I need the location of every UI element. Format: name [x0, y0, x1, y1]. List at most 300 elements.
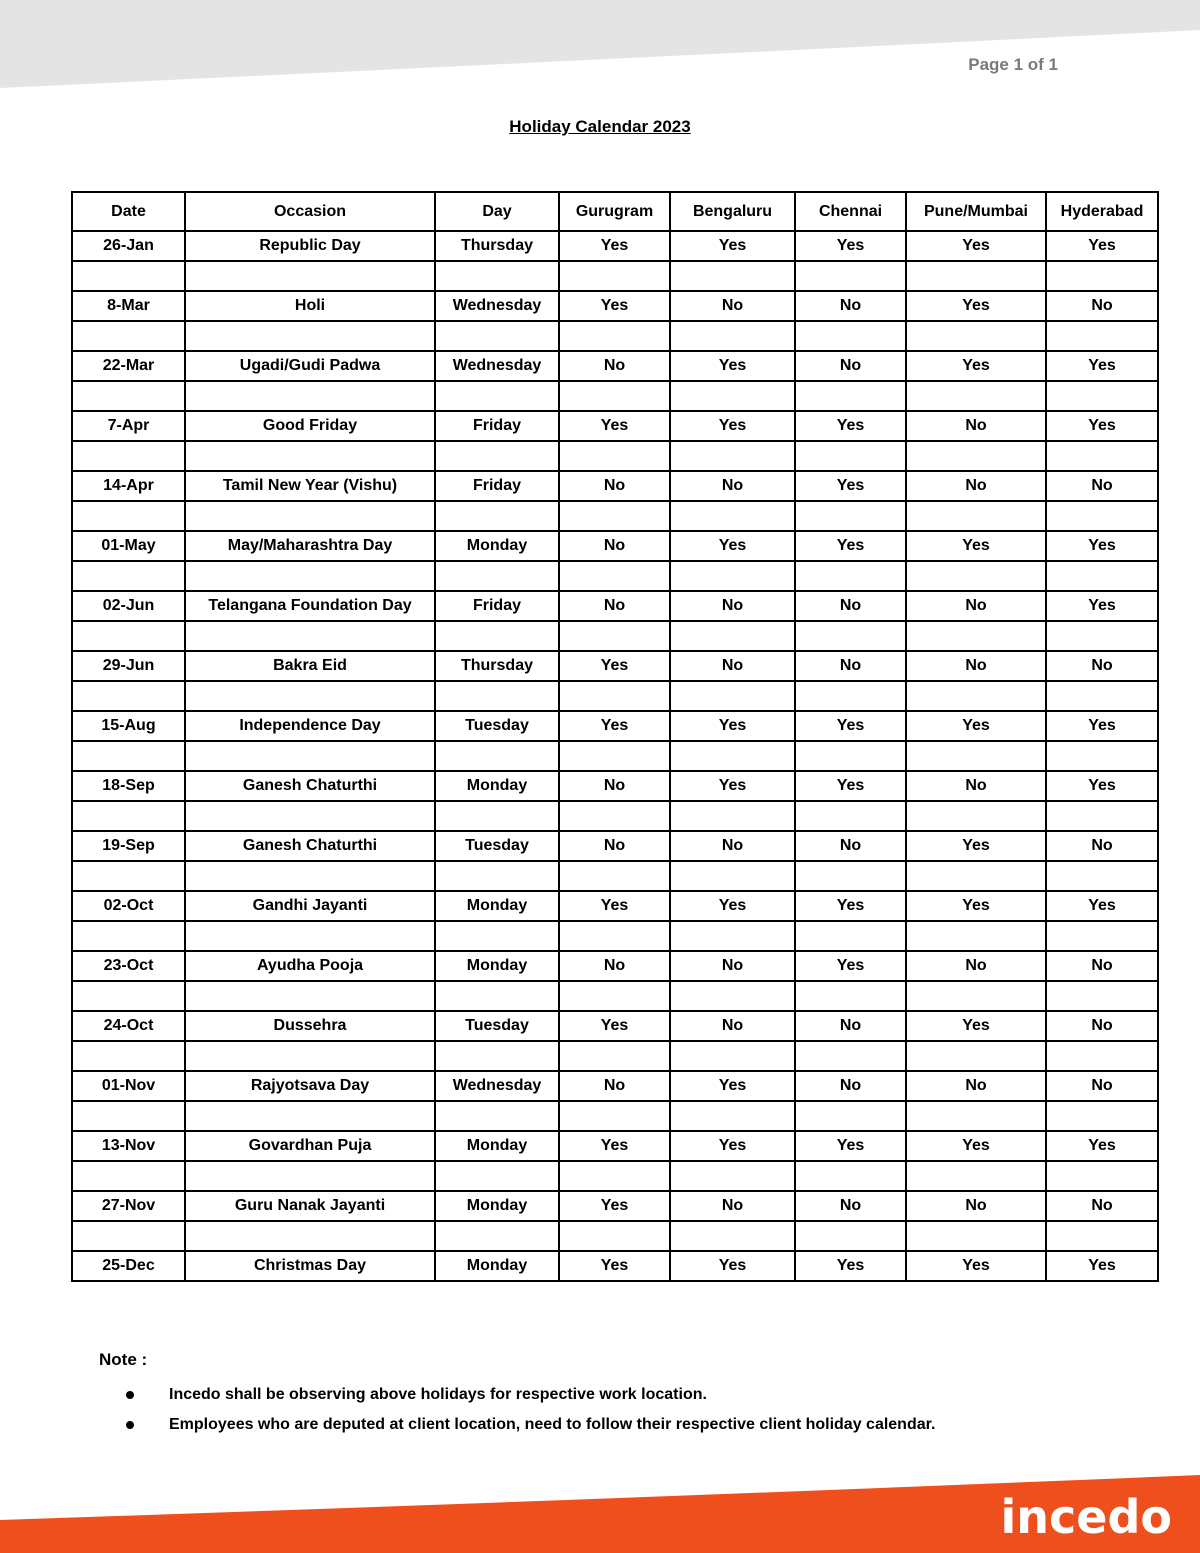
empty-cell	[435, 741, 559, 771]
cell-gurugram: Yes	[559, 651, 670, 681]
cell-gurugram: No	[559, 831, 670, 861]
cell-chennai: No	[795, 831, 906, 861]
cell-chennai: No	[795, 291, 906, 321]
empty-cell	[559, 1221, 670, 1251]
table-row	[72, 891, 1158, 921]
empty-cell	[559, 741, 670, 771]
empty-cell	[795, 1101, 906, 1131]
empty-cell	[1046, 681, 1158, 711]
cell-chennai: No	[795, 1071, 906, 1101]
cell-bengaluru: Yes	[670, 1071, 795, 1101]
empty-cell	[72, 381, 185, 411]
cell-pune-mumbai: No	[906, 411, 1046, 441]
cell-hyderabad: No	[1046, 831, 1158, 861]
empty-cell	[795, 1161, 906, 1191]
cell-hyderabad: Yes	[1046, 771, 1158, 801]
cell-day: Friday	[435, 411, 559, 441]
bullet-icon	[126, 1391, 134, 1399]
cell-date: 22-Mar	[72, 351, 185, 381]
cell-hyderabad: Yes	[1046, 591, 1158, 621]
cell-hyderabad: Yes	[1046, 411, 1158, 441]
empty-cell	[670, 1221, 795, 1251]
cell-occasion: Guru Nanak Jayanti	[185, 1191, 435, 1221]
table-row	[72, 771, 1158, 801]
empty-cell	[1046, 741, 1158, 771]
cell-gurugram: No	[559, 591, 670, 621]
cell-occasion: Ayudha Pooja	[185, 951, 435, 981]
empty-cell	[670, 861, 795, 891]
empty-cell	[185, 561, 435, 591]
cell-bengaluru: No	[670, 471, 795, 501]
cell-occasion: Tamil New Year (Vishu)	[185, 471, 435, 501]
empty-cell	[435, 261, 559, 291]
cell-day: Wednesday	[435, 1071, 559, 1101]
col-header-hyderabad: Hyderabad	[1046, 192, 1158, 231]
empty-cell	[795, 321, 906, 351]
table-row	[72, 951, 1158, 981]
empty-cell	[559, 681, 670, 711]
table-row	[72, 231, 1158, 261]
cell-occasion: Ganesh Chaturthi	[185, 771, 435, 801]
cell-bengaluru: No	[670, 1191, 795, 1221]
empty-cell	[185, 261, 435, 291]
cell-chennai: Yes	[795, 531, 906, 561]
empty-cell	[559, 921, 670, 951]
cell-day: Thursday	[435, 231, 559, 261]
empty-cell	[559, 621, 670, 651]
empty-cell	[1046, 261, 1158, 291]
note-item	[99, 1413, 1099, 1443]
spacer-row	[72, 261, 1158, 291]
empty-cell	[906, 321, 1046, 351]
empty-cell	[670, 921, 795, 951]
empty-cell	[906, 501, 1046, 531]
cell-day: Monday	[435, 531, 559, 561]
spacer-row	[72, 621, 1158, 651]
cell-occasion: Independence Day	[185, 711, 435, 741]
spacer-row	[72, 501, 1158, 531]
cell-bengaluru: Yes	[670, 891, 795, 921]
cell-chennai: Yes	[795, 891, 906, 921]
spacer-row	[72, 921, 1158, 951]
empty-cell	[559, 321, 670, 351]
empty-cell	[906, 441, 1046, 471]
empty-cell	[559, 561, 670, 591]
page-number: Page 1 of 1	[968, 55, 1058, 74]
cell-gurugram: Yes	[559, 1011, 670, 1041]
table-row	[72, 1011, 1158, 1041]
cell-gurugram: Yes	[559, 711, 670, 741]
empty-cell	[670, 801, 795, 831]
empty-cell	[795, 1041, 906, 1071]
cell-pune-mumbai: No	[906, 951, 1046, 981]
col-header-date: Date	[72, 192, 185, 231]
empty-cell	[185, 741, 435, 771]
table-row	[72, 1131, 1158, 1161]
table-row	[72, 411, 1158, 441]
cell-day: Monday	[435, 891, 559, 921]
cell-gurugram: Yes	[559, 1131, 670, 1161]
cell-pune-mumbai: Yes	[906, 1131, 1046, 1161]
cell-chennai: Yes	[795, 711, 906, 741]
table-row	[72, 1191, 1158, 1221]
col-header-bengaluru: Bengaluru	[670, 192, 795, 231]
empty-cell	[1046, 1221, 1158, 1251]
empty-cell	[185, 1041, 435, 1071]
spacer-row	[72, 1041, 1158, 1071]
empty-cell	[906, 561, 1046, 591]
col-header-pune-mumbai: Pune/Mumbai	[906, 192, 1046, 231]
empty-cell	[906, 741, 1046, 771]
cell-day: Monday	[435, 951, 559, 981]
table-row	[72, 291, 1158, 321]
table-row	[72, 1251, 1158, 1281]
cell-gurugram: No	[559, 471, 670, 501]
empty-cell	[795, 621, 906, 651]
cell-occasion: Bakra Eid	[185, 651, 435, 681]
table-row	[72, 651, 1158, 681]
cell-hyderabad: Yes	[1046, 1131, 1158, 1161]
cell-pune-mumbai: Yes	[906, 891, 1046, 921]
header-band	[0, 0, 1200, 95]
cell-date: 18-Sep	[72, 771, 185, 801]
empty-cell	[670, 381, 795, 411]
empty-cell	[670, 261, 795, 291]
cell-chennai: No	[795, 591, 906, 621]
cell-date: 14-Apr	[72, 471, 185, 501]
empty-cell	[435, 1041, 559, 1071]
cell-gurugram: Yes	[559, 891, 670, 921]
empty-cell	[559, 801, 670, 831]
cell-pune-mumbai: No	[906, 1071, 1046, 1101]
empty-cell	[72, 261, 185, 291]
cell-occasion: Republic Day	[185, 231, 435, 261]
spacer-row	[72, 321, 1158, 351]
cell-date: 02-Oct	[72, 891, 185, 921]
cell-date: 19-Sep	[72, 831, 185, 861]
cell-pune-mumbai: Yes	[906, 351, 1046, 381]
cell-date: 01-Nov	[72, 1071, 185, 1101]
cell-chennai: No	[795, 1011, 906, 1041]
empty-cell	[559, 1041, 670, 1071]
empty-cell	[72, 501, 185, 531]
cell-day: Friday	[435, 591, 559, 621]
empty-cell	[435, 1101, 559, 1131]
cell-pune-mumbai: Yes	[906, 231, 1046, 261]
empty-cell	[670, 681, 795, 711]
empty-cell	[670, 1041, 795, 1071]
empty-cell	[185, 921, 435, 951]
empty-cell	[1046, 801, 1158, 831]
incedo-logo: incedo	[1000, 1490, 1172, 1544]
empty-cell	[795, 261, 906, 291]
empty-cell	[559, 1101, 670, 1131]
note-text: Employees who are deputed at client location, need to follow their respective client holiday calendar.	[169, 1416, 936, 1433]
cell-chennai: No	[795, 351, 906, 381]
note-item	[99, 1383, 1099, 1413]
empty-cell	[435, 921, 559, 951]
cell-bengaluru: No	[670, 1011, 795, 1041]
empty-cell	[1046, 1161, 1158, 1191]
cell-date: 29-Jun	[72, 651, 185, 681]
empty-cell	[1046, 1041, 1158, 1071]
empty-cell	[1046, 321, 1158, 351]
cell-pune-mumbai: Yes	[906, 1011, 1046, 1041]
cell-gurugram: Yes	[559, 231, 670, 261]
cell-pune-mumbai: No	[906, 771, 1046, 801]
empty-cell	[435, 861, 559, 891]
cell-pune-mumbai: Yes	[906, 831, 1046, 861]
empty-cell	[559, 381, 670, 411]
cell-hyderabad: Yes	[1046, 351, 1158, 381]
cell-hyderabad: No	[1046, 651, 1158, 681]
empty-cell	[906, 381, 1046, 411]
cell-gurugram: No	[559, 1071, 670, 1101]
empty-cell	[185, 321, 435, 351]
empty-cell	[795, 1221, 906, 1251]
empty-cell	[72, 1101, 185, 1131]
holiday-table	[71, 191, 1159, 1282]
empty-cell	[185, 381, 435, 411]
cell-occasion: Gandhi Jayanti	[185, 891, 435, 921]
empty-cell	[185, 1161, 435, 1191]
cell-gurugram: Yes	[559, 1191, 670, 1221]
empty-cell	[795, 741, 906, 771]
cell-hyderabad: Yes	[1046, 891, 1158, 921]
spacer-row	[72, 1221, 1158, 1251]
cell-date: 7-Apr	[72, 411, 185, 441]
cell-pune-mumbai: No	[906, 591, 1046, 621]
empty-cell	[1046, 981, 1158, 1011]
empty-cell	[670, 741, 795, 771]
empty-cell	[670, 441, 795, 471]
empty-cell	[185, 1101, 435, 1131]
empty-cell	[72, 801, 185, 831]
empty-cell	[435, 321, 559, 351]
empty-cell	[795, 861, 906, 891]
cell-gurugram: Yes	[559, 411, 670, 441]
col-header-gurugram: Gurugram	[559, 192, 670, 231]
empty-cell	[1046, 441, 1158, 471]
cell-day: Monday	[435, 1191, 559, 1221]
cell-bengaluru: Yes	[670, 1251, 795, 1281]
cell-bengaluru: Yes	[670, 711, 795, 741]
cell-day: Tuesday	[435, 711, 559, 741]
cell-chennai: Yes	[795, 951, 906, 981]
cell-hyderabad: Yes	[1046, 1251, 1158, 1281]
spacer-row	[72, 1101, 1158, 1131]
empty-cell	[72, 1041, 185, 1071]
cell-day: Thursday	[435, 651, 559, 681]
cell-date: 24-Oct	[72, 1011, 185, 1041]
cell-occasion: Govardhan Puja	[185, 1131, 435, 1161]
empty-cell	[72, 741, 185, 771]
empty-cell	[559, 1161, 670, 1191]
empty-cell	[795, 381, 906, 411]
cell-day: Monday	[435, 1131, 559, 1161]
empty-cell	[1046, 561, 1158, 591]
cell-chennai: Yes	[795, 771, 906, 801]
empty-cell	[670, 321, 795, 351]
empty-cell	[185, 501, 435, 531]
cell-bengaluru: No	[670, 591, 795, 621]
empty-cell	[1046, 1101, 1158, 1131]
empty-cell	[72, 441, 185, 471]
table-row	[72, 471, 1158, 501]
empty-cell	[72, 1221, 185, 1251]
empty-cell	[435, 981, 559, 1011]
cell-occasion: Good Friday	[185, 411, 435, 441]
cell-hyderabad: Yes	[1046, 531, 1158, 561]
empty-cell	[185, 981, 435, 1011]
cell-chennai: No	[795, 651, 906, 681]
cell-bengaluru: No	[670, 951, 795, 981]
empty-cell	[72, 681, 185, 711]
bullet-icon	[126, 1421, 134, 1429]
spacer-row	[72, 981, 1158, 1011]
empty-cell	[795, 921, 906, 951]
cell-occasion: May/Maharashtra Day	[185, 531, 435, 561]
empty-cell	[435, 381, 559, 411]
spacer-row	[72, 681, 1158, 711]
empty-cell	[906, 1101, 1046, 1131]
cell-bengaluru: Yes	[670, 531, 795, 561]
cell-gurugram: Yes	[559, 291, 670, 321]
cell-pune-mumbai: Yes	[906, 711, 1046, 741]
cell-date: 13-Nov	[72, 1131, 185, 1161]
cell-bengaluru: No	[670, 651, 795, 681]
spacer-row	[72, 561, 1158, 591]
empty-cell	[906, 1221, 1046, 1251]
empty-cell	[906, 861, 1046, 891]
table-row	[72, 831, 1158, 861]
cell-hyderabad: Yes	[1046, 231, 1158, 261]
cell-day: Tuesday	[435, 831, 559, 861]
empty-cell	[670, 621, 795, 651]
empty-cell	[435, 1221, 559, 1251]
cell-bengaluru: Yes	[670, 351, 795, 381]
cell-chennai: Yes	[795, 1251, 906, 1281]
cell-date: 27-Nov	[72, 1191, 185, 1221]
spacer-row	[72, 741, 1158, 771]
cell-occasion: Ganesh Chaturthi	[185, 831, 435, 861]
cell-day: Monday	[435, 1251, 559, 1281]
empty-cell	[72, 861, 185, 891]
empty-cell	[670, 1101, 795, 1131]
cell-chennai: Yes	[795, 411, 906, 441]
empty-cell	[1046, 621, 1158, 651]
empty-cell	[72, 561, 185, 591]
cell-bengaluru: Yes	[670, 1131, 795, 1161]
cell-gurugram: No	[559, 351, 670, 381]
empty-cell	[435, 621, 559, 651]
cell-date: 26-Jan	[72, 231, 185, 261]
empty-cell	[72, 1161, 185, 1191]
cell-gurugram: Yes	[559, 1251, 670, 1281]
cell-pune-mumbai: Yes	[906, 291, 1046, 321]
cell-gurugram: No	[559, 951, 670, 981]
col-header-day: Day	[435, 192, 559, 231]
table-row	[72, 531, 1158, 561]
empty-cell	[906, 681, 1046, 711]
empty-cell	[906, 1041, 1046, 1071]
cell-pune-mumbai: No	[906, 1191, 1046, 1221]
empty-cell	[1046, 381, 1158, 411]
cell-occasion: Ugadi/Gudi Padwa	[185, 351, 435, 381]
cell-hyderabad: No	[1046, 471, 1158, 501]
col-header-chennai: Chennai	[795, 192, 906, 231]
empty-cell	[1046, 501, 1158, 531]
cell-occasion: Christmas Day	[185, 1251, 435, 1281]
empty-cell	[72, 981, 185, 1011]
cell-gurugram: No	[559, 771, 670, 801]
cell-day: Wednesday	[435, 351, 559, 381]
empty-cell	[72, 321, 185, 351]
cell-pune-mumbai: Yes	[906, 1251, 1046, 1281]
notes-list	[99, 1383, 1099, 1443]
cell-date: 15-Aug	[72, 711, 185, 741]
empty-cell	[906, 261, 1046, 291]
spacer-row	[72, 861, 1158, 891]
cell-date: 01-May	[72, 531, 185, 561]
cell-pune-mumbai: No	[906, 651, 1046, 681]
cell-date: 25-Dec	[72, 1251, 185, 1281]
empty-cell	[906, 621, 1046, 651]
col-header-occasion: Occasion	[185, 192, 435, 231]
empty-cell	[185, 861, 435, 891]
empty-cell	[185, 801, 435, 831]
cell-date: 23-Oct	[72, 951, 185, 981]
cell-chennai: Yes	[795, 1131, 906, 1161]
spacer-row	[72, 801, 1158, 831]
empty-cell	[435, 501, 559, 531]
spacer-row	[72, 381, 1158, 411]
cell-date: 8-Mar	[72, 291, 185, 321]
cell-chennai: No	[795, 1191, 906, 1221]
empty-cell	[1046, 861, 1158, 891]
cell-day: Friday	[435, 471, 559, 501]
empty-cell	[72, 921, 185, 951]
empty-cell	[435, 441, 559, 471]
empty-cell	[670, 1161, 795, 1191]
cell-chennai: Yes	[795, 231, 906, 261]
table-row	[72, 351, 1158, 381]
empty-cell	[906, 1161, 1046, 1191]
empty-cell	[795, 981, 906, 1011]
empty-cell	[559, 261, 670, 291]
cell-occasion: Holi	[185, 291, 435, 321]
empty-cell	[906, 981, 1046, 1011]
table-row	[72, 1071, 1158, 1101]
cell-hyderabad: No	[1046, 1191, 1158, 1221]
cell-hyderabad: No	[1046, 1071, 1158, 1101]
cell-pune-mumbai: Yes	[906, 531, 1046, 561]
cell-day: Tuesday	[435, 1011, 559, 1041]
empty-cell	[559, 861, 670, 891]
empty-cell	[670, 501, 795, 531]
empty-cell	[185, 1221, 435, 1251]
empty-cell	[906, 921, 1046, 951]
cell-hyderabad: Yes	[1046, 711, 1158, 741]
cell-occasion: Rajyotsava Day	[185, 1071, 435, 1101]
empty-cell	[795, 441, 906, 471]
empty-cell	[795, 501, 906, 531]
empty-cell	[185, 621, 435, 651]
cell-chennai: Yes	[795, 471, 906, 501]
empty-cell	[185, 681, 435, 711]
cell-pune-mumbai: No	[906, 471, 1046, 501]
cell-date: 02-Jun	[72, 591, 185, 621]
